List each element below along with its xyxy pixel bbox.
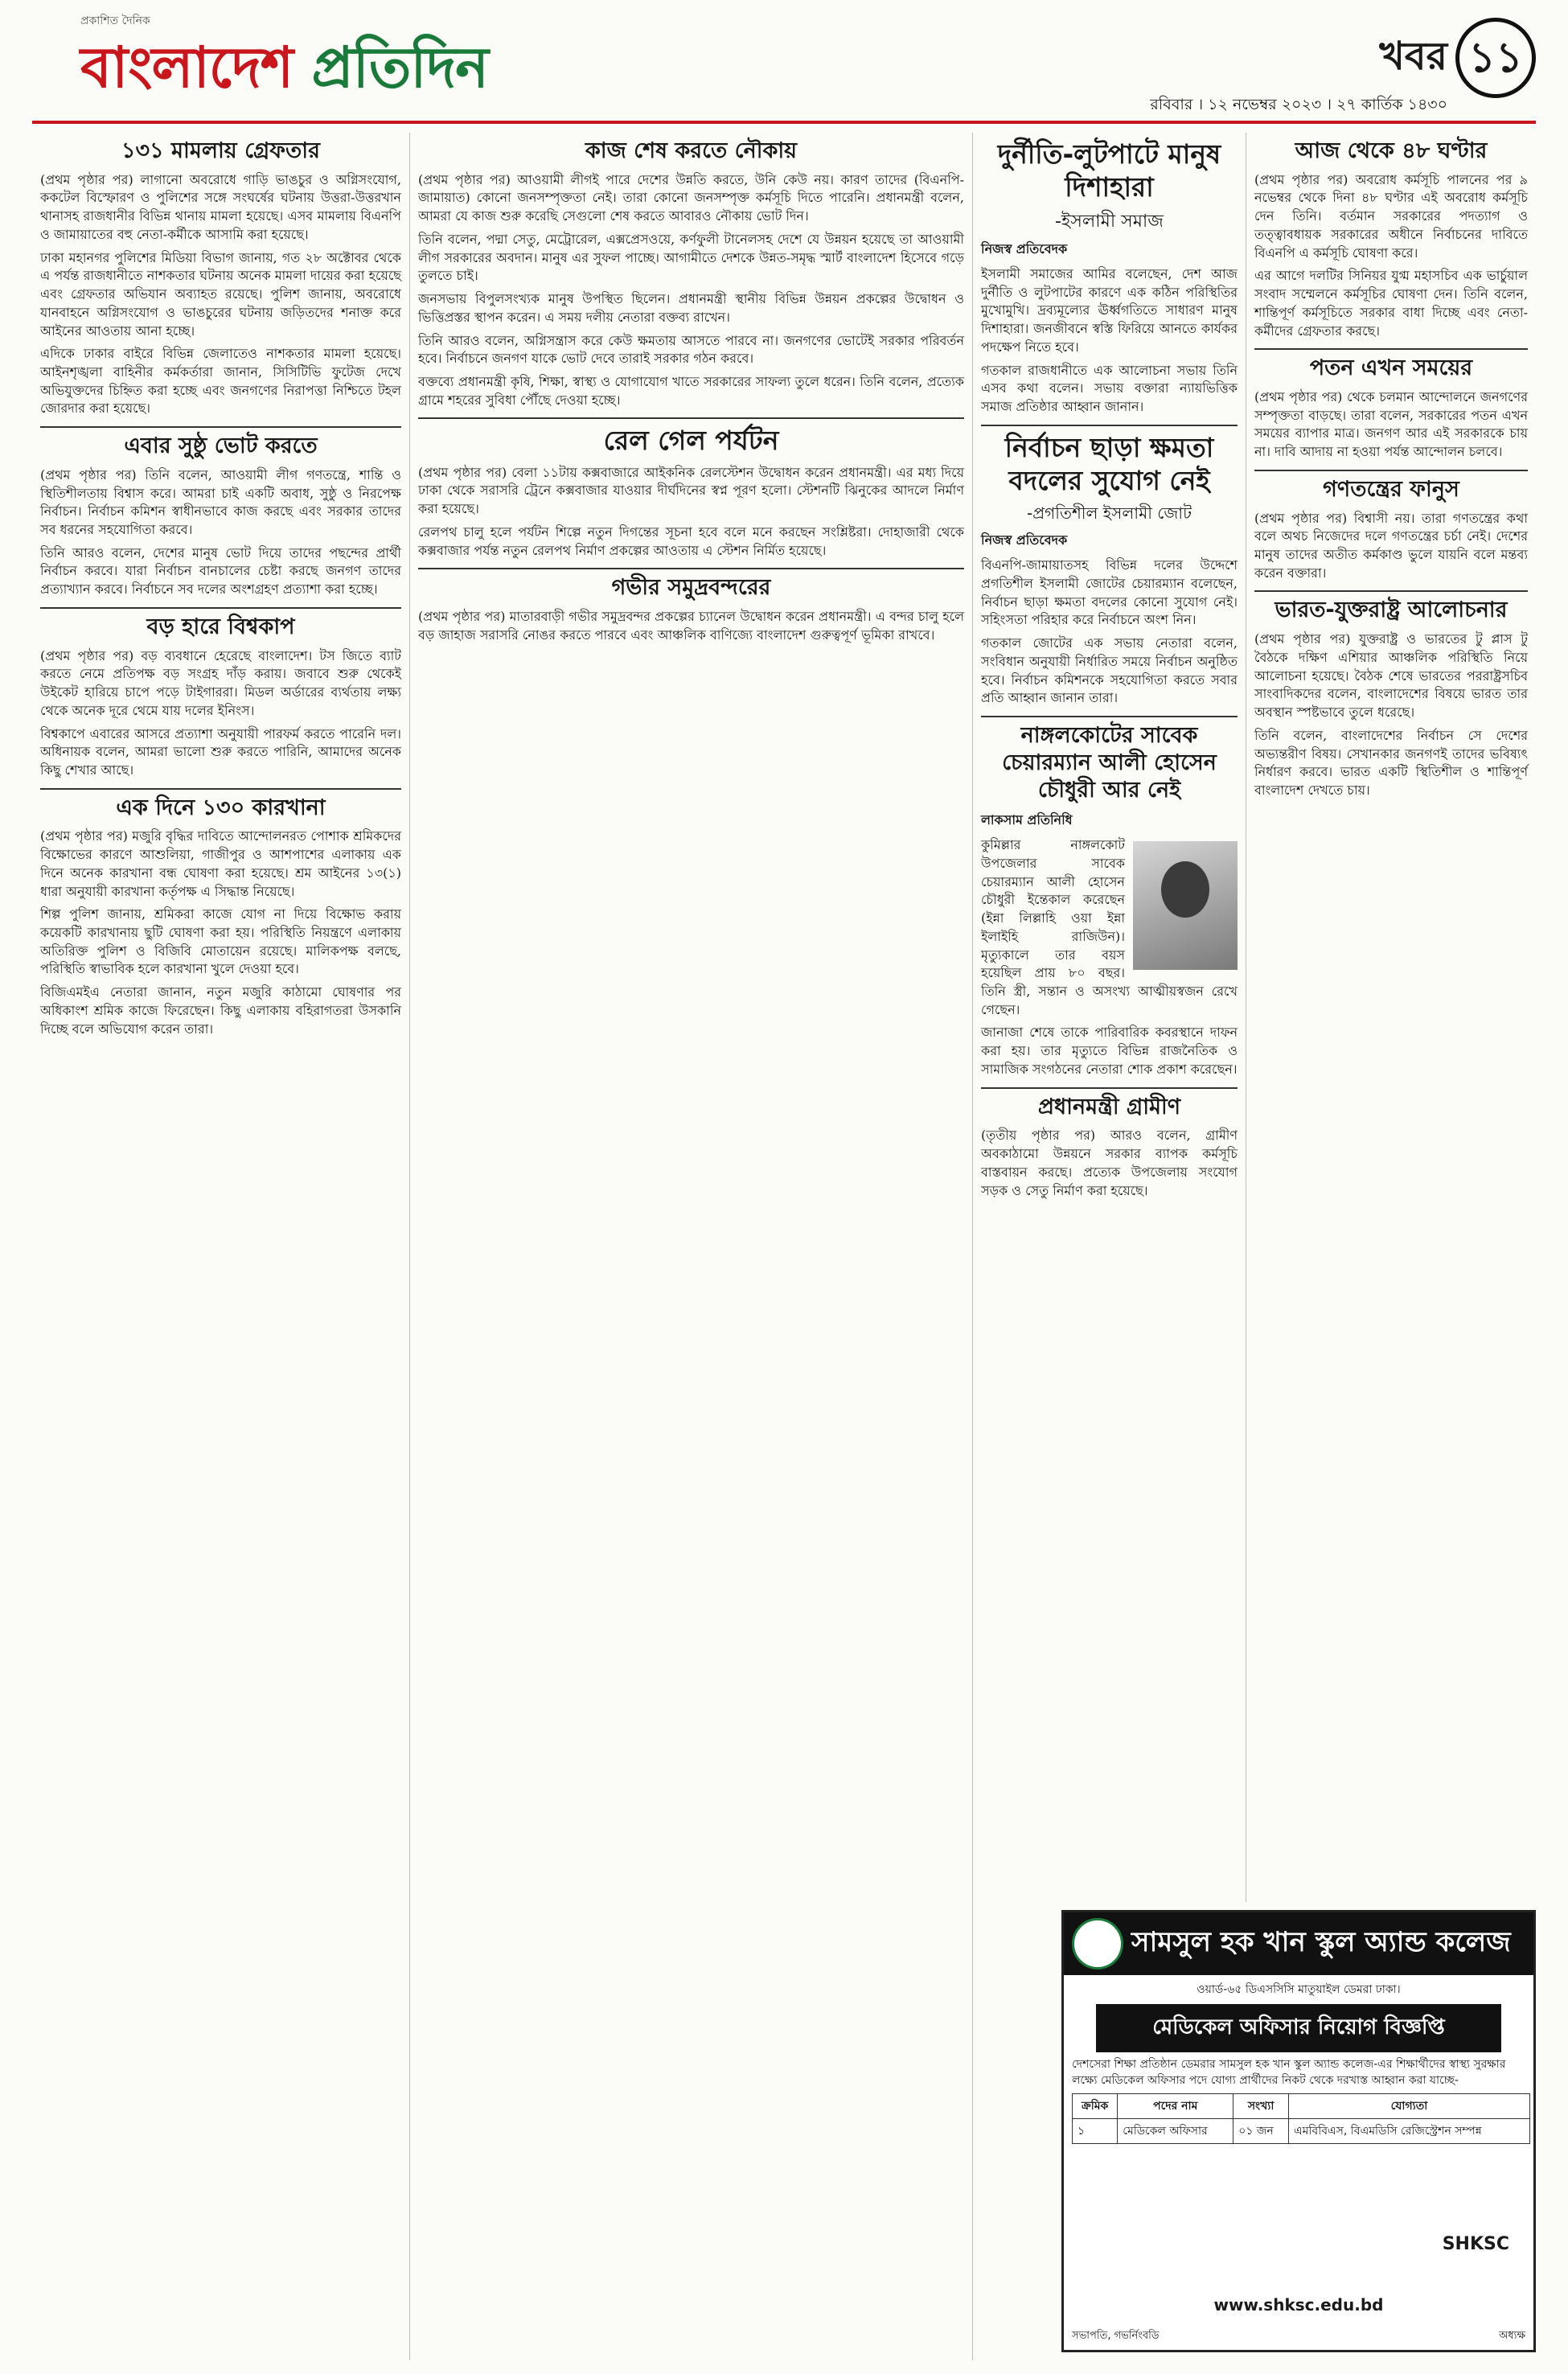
article-fall (1254, 388, 1528, 462)
vacancy-table (1072, 2093, 1530, 2144)
paragraph: (তৃতীয় পৃষ্ঠার পর) আরও বলেন, গ্রামীণ অবকাঠামো উন্নয়নে সরকার ব্যাপক কর্মসূচি বাস্তবায়ন করছে। প্রত্যেক উপজেলায় সংযোগ সড়ক ও সেতু নির্মাণ করা হয়েছে। (981, 1127, 1238, 1198)
byline: লাকসাম প্রতিনিধি (981, 812, 1073, 828)
table-header-row (1073, 2094, 1530, 2119)
article-india-us (1254, 630, 1528, 799)
divider (1254, 590, 1528, 592)
th-qualification: যোগ্যতা (1288, 2094, 1529, 2119)
divider (40, 607, 401, 609)
paragraph: তিনি বলেন, পদ্মা সেতু, মেট্রোরেল, এক্সপ্রেসওয়ে, কর্ণফুলী টানেলসহ দেশে যে উন্নয়ন হয়েছে তা আওয়ামী লীগ সরকারের অবদান। মানুষ এর সুফল পাচ্ছে। আগামীতে দেশকে উন্নত-সমৃদ্ধ স্মার্ট বাংলাদেশ হিসেবে গড়ে তুলতে চাই। (418, 231, 964, 284)
article-boat (418, 171, 964, 410)
notice-title: মেডিকেল অফিসার নিয়োগ বিজ্ঞপ্তি (1096, 2004, 1501, 2052)
article-48-hours (1254, 171, 1528, 340)
paragraph: বক্তব্যে প্রধানমন্ত্রী কৃষি, শিক্ষা, স্বাস্থ্য ও যোগাযোগ খাতে সরকারের সাফল্য তুলে ধরেন। তিনি বলেন, প্রত্যেক গ্রামে শহরের সুবিধা পৌঁছে দেওয়া হচ্ছে। (418, 373, 964, 408)
article-world-cup (40, 647, 401, 780)
logo-part2: প্রতিদিন (311, 35, 488, 101)
school-website[interactable]: www.shksc.edu.bd (1213, 2295, 1384, 2314)
paragraph: তিনি আরও বলেন, দেশের মানুষ ভোট দিয়ে তাদের পছন্দের প্রার্থী নির্বাচন করবে। যারা নির্বাচন বানচালের চেষ্টা করছে জনগণ তাদের প্রত্যাখ্যান করবে। নির্বাচনে সব দলের অংশগ্রহণ প্রত্যাশা করা হচ্ছে। (40, 544, 401, 598)
paragraph: এর আগে দলটির সিনিয়র যুগ্ম মহাসচিব এক ভার্চুয়াল সংবাদ সম্মেলনে কর্মসূচির ঘোষণা দেন। তিনি বলেন, শান্তিপূর্ণ কর্মসূচিতে সরকার বাধা দিচ্ছে এবং নেতা-কর্মীদের গ্রেফতার করছে। (1254, 268, 1528, 339)
paragraph: (প্রথম পৃষ্ঠার পর) থেকে চলমান আন্দোলনে জনগণের সম্পৃক্ততা বাড়ছে। তারা বলেন, সরকারের পতন এখন সময়ের ব্যাপার মাত্র। জনগণ আর এই সরকারকে চায় না। দাবি আদায় না হওয়া পর্যন্ত আন্দোলন চলবে। (1254, 388, 1528, 460)
headline-factories[interactable]: এক দিনে ১৩০ কারখানা (116, 795, 326, 820)
headline-rail-tourism[interactable]: রেল গেল পর্যটন (603, 425, 779, 457)
divider (40, 426, 401, 428)
divider (981, 716, 1238, 717)
paragraph: গতকাল রাজধানীতে এক আলোচনা সভায় তিনি এসব কথা বলেন। সভায় বক্তারা ন্যায়ভিত্তিক সমাজ প্রতিষ্ঠার আহ্বান জানান। (981, 362, 1238, 415)
notice-text: দেশসেরা শিক্ষা প্রতিষ্ঠান ডেমরার সামসুল হক খান স্কুল অ্যান্ড কলেজ-এর শিক্ষার্থীদের স্বাস্থ্য সুরক্ষার লক্ষ্যে মেডিকেল অফিসার পদে যোগ্য প্রার্থীদের নিকট থেকে দরখাস্ত আহ্বান করা যাচ্ছে- (1072, 2058, 1506, 2087)
headline-india-us[interactable]: ভারত-যুক্তরাষ্ট্র আলোচনার (1275, 598, 1508, 623)
column-2 (410, 133, 973, 2360)
shksc-label: SHKSC (1442, 2234, 1509, 2254)
article-democracy (1254, 510, 1528, 583)
paragraph: বিশ্বকাপে এবারের আসরে প্রত্যাশা অনুযায়ী পারফর্ম করতে পারেনি দল। অধিনায়ক বলেন, আমরা ভালো শুরু করতে পারিনি, আমাদের অনেক কিছু শেখার আছে। (40, 725, 401, 778)
paragraph: গতকাল জোটের এক সভায় নেতারা বলেন, সংবিধান অনুযায়ী নির্ধারিত সময়ে নির্বাচন অনুষ্ঠিত হবে। নির্বাচন কমিশনকে সহযোগিতা করতে সবার প্রতি আহ্বান জানান তারা। (981, 635, 1238, 706)
sign-principal: অধ্যক্ষ (1499, 2330, 1525, 2342)
th-count: সংখ্যা (1233, 2094, 1289, 2119)
article-fair-vote (40, 466, 401, 599)
section-label: খবর (1379, 34, 1447, 79)
paragraph: তিনি বলেন, বাংলাদেশের নির্বাচন সে দেশের অভ্যন্তরীণ বিষয়। সেখানকার জনগণই তাদের ভবিষ্যৎ নির্ধারণ করবে। ভারত একটি স্থিতিশীল ও শান্তিপূর্ণ বাংলাদেশ দেখতে চায়। (1254, 727, 1528, 798)
paragraph: বিজিএমইএ নেতারা জানান, নতুন মজুরি কাঠামো ঘোষণার পর অধিকাংশ শ্রমিক কাজে ফিরেছেন। কিছু এলাকায় বহিরাগতরা উসকানি দিচ্ছে বলে অভিযোগ করেন তারা। (40, 984, 401, 1037)
paragraph: বিএনপি-জামায়াতসহ বিভিন্ন দলের উদ্দেশে প্রগতিশীল ইসলামী জোটের চেয়ারম্যান বলেছেন, নির্বাচন ছাড়া ক্ষমতা বদলের কোনো সুযোগ নেই। সহিংসতা পরিহার করে নির্বাচনে অংশ নিন। (981, 557, 1238, 628)
paragraph: (প্রথম পৃষ্ঠার পর) বিশ্বাসী নয়। তারা গণতন্ত্রের কথা বলে অথচ নিজেদের দলে গণতন্ত্রের চর্চা নেই। দেশের মানুষ তাদের অতীত কর্মকাণ্ড ভুলে যায়নি বলে মন্তব্য করেন বক্তারা। (1254, 510, 1528, 581)
paragraph: রেলপথ চালু হলে পর্যটন শিল্পে নতুন দিগন্তের সূচনা হবে বলে মনে করছেন সংশ্লিষ্টরা। দোহাজারী থেকে কক্সবাজার পর্যন্ত নতুন রেলপথ নির্মাণ প্রকল্পের আওতায় এ স্টেশন নির্মিত হয়েছে। (418, 524, 964, 558)
cell-count: ০১ জন (1233, 2119, 1289, 2144)
logo-part1: বাংলাদেশ (80, 35, 312, 101)
headline-election-power[interactable]: নির্বাচন ছাড়া ক্ষমতা বদলের সুযোগ নেই (1004, 431, 1214, 496)
headline-democracy[interactable]: গণতন্ত্রের ফানুস (1323, 476, 1459, 502)
newspaper-logo[interactable] (80, 24, 488, 118)
headline-fall[interactable]: পতন এখন সময়ের (1309, 355, 1473, 381)
divider (1254, 470, 1528, 471)
headline-world-cup[interactable]: বড় হারে বিশ্বকাপ (146, 614, 295, 639)
th-post: পদের নাম (1118, 2094, 1233, 2119)
cell-post: মেডিকেল অফিসার (1118, 2119, 1233, 2144)
paragraph: (প্রথম পৃষ্ঠার পর) বড় ব্যবধানে হেরেছে বাংলাদেশ। টস জিতে ব্যাট করতে নেমে প্রতিপক্ষ বড় সংগ্রহ দাঁড় করায়। জবাবে শুরু থেকেই উইকেট হারিয়ে চাপে পড়ে টাইগাররা। মিডল অর্ডারের ব্যর্থতায় লক্ষ্য থেকে অনেক দূরে থেমে যায় দলের ইনিংস। (40, 647, 401, 718)
headline-election-sub: -প্রগতিশীল ইসলামী জোট (1026, 503, 1192, 524)
paragraph: ইসলামী সমাজের আমির বলেছেন, দেশ আজ দুর্নীতি ও লুটপাটের কারণে এক কঠিন পরিস্থিতির মুখোমুখি। দ্রব্যমূল্যের ঊর্ধ্বগতিতে সাধারণ মানুষ দিশাহারা। জনজীবনে স্বস্তি ফিরিয়ে আনতে কার্যকর পদক্ষেপ নিতে হবে। (981, 266, 1238, 355)
cell-qualification: এমবিবিএস, বিএমডিসি রেজিস্ট্রেশন সম্পন্ন (1288, 2119, 1529, 2144)
headline-deep-sea-port[interactable]: গভীর সমুদ্রবন্দরের (611, 575, 771, 601)
paragraph: এদিকে ঢাকার বাইরে বিভিন্ন জেলাতেও নাশকতার মামলা হয়েছে। আইনশৃঙ্খলা বাহিনীর কর্মকর্তারা জানান, সিসিটিভি ফুটেজ দেখে অভিযুক্তদের চিহ্নিত করা হচ্ছে এবং জনগণের নিরাপত্তা নিশ্চিতে টহল জোরদার করা হয়েছে। (40, 346, 401, 417)
headline-obituary[interactable]: নাঙ্গলকোটের সাবেক চেয়ারম্যান আলী হোসেন চৌধুরী আর নেই (1002, 723, 1217, 803)
paragraph: (প্রথম পৃষ্ঠার পর) অবরোধ কর্মসূচি পালনের পর ৯ নভেম্বর থেকে দিনা ৪৮ ঘণ্টার এই অবরোধ কর্মসূচি দেন তিনি। বর্তমান সরকারের পদত্যাগ ও তত্ত্বাবধায়ক সরকারের অধীনে নির্বাচনের দাবিতে বিএনপি এ কর্মসূচি ঘোষণা করে। (1254, 171, 1528, 261)
table-row (1073, 2119, 1530, 2144)
column-3 (973, 133, 1246, 1902)
paragraph: (প্রথম পৃষ্ঠার পর) মজুরি বৃদ্ধির দাবিতে আন্দোলনরত পোশাক শ্রমিকদের বিক্ষোভের কারণে আশুলিয়া, গাজীপুর ও আশপাশের এলাকায় এক দিনে অনেক কারখানা বন্ধ ঘোষণা করা হয়েছে। শ্রম আইনের ১৩(১) ধারা অনুযায়ী কারখানা কর্তৃপক্ষ এ সিদ্ধান্ত নিয়েছে। (40, 828, 401, 899)
byline: নিজস্ব প্রতিবেদক (981, 532, 1068, 548)
paragraph: তিনি আরও বলেন, অগ্নিসন্ত্রাস করে কেউ ক্ষমতায় আসতে পারবে না। জনগণের ভোটেই সরকার পরিবর্তন হবে। নির্বাচনে জনগণ যাকে ভোট দেবে তারাই সরকার গঠন করবে। (418, 332, 964, 367)
school-seal-icon (1072, 1918, 1123, 1969)
masthead (0, 0, 1568, 137)
article-rural (981, 1127, 1238, 1200)
ad-signatures (1072, 2328, 1525, 2345)
headline-boat[interactable]: কাজ শেষ করতে নৌকায় (585, 138, 798, 163)
page-number: ১১ (1455, 18, 1536, 98)
headline-rural[interactable]: প্রধানমন্ত্রী গ্রামীণ (1037, 1094, 1181, 1119)
paragraph: (প্রথম পৃষ্ঠার পর) আওয়ামী লীগই পারে দেশের উন্নতি করতে, উনি কেউ নয়। কারণ তাদের (বিএনপি-জামায়াত) কোনো জনসম্পৃক্ততা নেই। তারা কোনো জনসম্পৃক্ত কর্মসূচি দিতে পারেনি। প্রধানমন্ত্রী বলেন, আমরা যে কাজ শুরু করেছি সেগুলো শেষ করতে আবারও নৌকায় ভোট দিন। (418, 171, 964, 224)
portrait-photo (1133, 841, 1238, 970)
article-arrests (40, 171, 401, 418)
divider (418, 568, 964, 569)
divider (418, 417, 964, 419)
paragraph: জনসভায় বিপুলসংখ্যক মানুষ উপস্থিত ছিলেন। প্রধানমন্ত্রী স্থানীয় বিভিন্ন উন্নয়ন প্রকল্পের উদ্বোধন ও ভিত্তিপ্রস্তর স্থাপন করেন। এ সময় দলীয় নেতারা বক্তব্য রাখেন। (418, 291, 964, 325)
paragraph: জানাজা শেষে তাকে পারিবারিক কবরস্থানে দাফন করা হয়। তার মৃত্যুতে বিভিন্ন রাজনৈতিক ও সামাজিক সংগঠনের নেতারা শোক প্রকাশ করেছেন। (981, 1025, 1238, 1077)
divider (981, 425, 1238, 426)
masthead-rule (32, 121, 1536, 124)
paragraph: (প্রথম পৃষ্ঠার পর) মাতারবাড়ী গভীর সমুদ্রবন্দর প্রকল্পের চ্যানেল উদ্বোধন করেন প্রধানমন্ত্রী। এ বন্দর চালু হলে বড় জাহাজ সরাসরি নোঙর করতে পারবে এবং আঞ্চলিক বাণিজ্যে বাংলাদেশ গুরুত্বপূর্ণ ভূমিকা রাখবে। (418, 608, 964, 643)
headline-fair-vote[interactable]: এবার সুষ্ঠু ভোট করতে (124, 433, 318, 459)
article-corruption (981, 265, 1238, 417)
headline-corruption[interactable]: দুর্নীতি-লুটপাটে মানুষ দিশাহারা (997, 138, 1221, 203)
job-advertisement[interactable] (1061, 1910, 1536, 2352)
paragraph: (প্রথম পৃষ্ঠার পর) যুক্তরাষ্ট্র ও ভারতের টু প্লাস টু বৈঠকে দক্ষিণ এশিয়ার আঞ্চলিক পরিস্থিতি নিয়ে আলোচনা হয়েছে। বৈঠক শেষে ভারতের পররাষ্ট্রসচিব সাংবাদিকদের বলেন, বাংলাদেশের বিষয়ে ভারত তার অবস্থান স্পষ্টভাবে তুলে ধরেছে। (1254, 631, 1528, 721)
paragraph: (প্রথম পৃষ্ঠার পর) লাগানো অবরোধে গাড়ি ভাঙচুর ও অগ্নিসংযোগ, ককটেল বিস্ফোরণ ও পুলিশের সঙ্গে সংঘর্ষের ঘটনায় উত্তরা-উত্তরখান থানাসহ রাজধানীর বিভিন্ন থানায় মামলা হয়েছে। এসব মামলায় বিএনপি ও জামায়াতের বহু নেতা-কর্মীকে আসামি করা হয়েছে। (40, 171, 401, 242)
column-4 (1246, 133, 1536, 1902)
headline-arrests[interactable]: ১৩১ মামলায় গ্রেফতার (121, 138, 320, 163)
divider (1254, 348, 1528, 350)
th-serial: ক্রমিক (1073, 2094, 1118, 2119)
headline-48-hours[interactable]: আজ থেকে ৪৮ ঘণ্টার (1295, 138, 1488, 163)
cell-serial: ১ (1073, 2119, 1118, 2144)
article-deep-sea-port (418, 608, 964, 644)
paragraph: শিল্প পুলিশ জানায়, শ্রমিকরা কাজে যোগ না দিয়ে বিক্ষোভ করায় কয়েকটি কারখানায় ছুটি ঘোষণা করা হয়। পরিস্থিতি নিয়ন্ত্রণে এলাকায় অতিরিক্ত পুলিশ ও বিজিবি মোতায়েন রয়েছে। মালিকপক্ষ বলছে, পরিস্থিতি স্বাভাবিক হলে কারখানা খুলে দেওয়া হবে। (40, 906, 401, 977)
paragraph: (প্রথম পৃষ্ঠার পর) বেলা ১১টায় কক্সবাজারে আইকনিক রেলস্টেশন উদ্বোধন করেন প্রধানমন্ত্রী। এর মধ্য দিয়ে ঢাকা থেকে সরাসরি ট্রেনে কক্সবাজার যাওয়ার দীর্ঘদিনের স্বপ্ন পূরণ হলো। স্টেশনটি ঝিনুকের আদলে নির্মাণ করা হয়েছে। (418, 464, 964, 517)
school-name: সামসুল হক খান স্কুল অ্যান্ড কলেজ (1131, 1925, 1511, 1958)
ad-header (1064, 1912, 1533, 1975)
headline-corruption-sub: -ইসলামী সমাজ (1054, 211, 1164, 232)
article-factories (40, 828, 401, 1038)
school-contact: ওয়ার্ড-৬৫ ডিএসসিসি মাতুয়াইল ডেমরা ঢাকা। (1197, 1983, 1401, 1996)
article-rail-tourism (418, 464, 964, 561)
column-1 (32, 133, 410, 2360)
logo-tagline: প্রকাশিত দৈনিক (80, 14, 150, 27)
paragraph: ঢাকা মহানগর পুলিশের মিডিয়া বিভাগ জানায়, গত ২৮ অক্টোবর থেকে এ পর্যন্ত রাজধানীতে নাশকতার ঘটনায় অনেক মামলা দায়ের করা হয়েছে এবং গ্রেফতার অভিযান অব্যাহত রয়েছে। পুলিশ জানায়, অবরোধে যানবাহনে অগ্নিসংযোগ ও ভাঙচুরের ঘটনায় জড়িতদের শনাক্ত করে আইনের আওতায় আনা হচ্ছে। (40, 249, 401, 339)
divider (40, 788, 401, 790)
paragraph: কুমিল্লার নাঙ্গলকোট উপজেলার সাবেক চেয়ারম্যান আলী হোসেন চৌধুরী ইন্তেকাল করেছেন (ইন্না লিল্লাহি ওয়া ইন্না ইলাইহি রাজিউন)। মৃত্যুকালে তার বয়স হয়েছিল প্রায় ৮০ বছর। তিনি স্ত্রী, সন্তান ও অসংখ্য আত্মীয়স্বজন রেখে গেছেন। (981, 837, 1238, 1017)
byline: নিজস্ব প্রতিবেদক (981, 241, 1068, 257)
sign-president: সভাপতি, গভর্নিংবডি (1072, 2330, 1160, 2342)
dateline: রবিবার । ১২ নভেম্বর ২০২৩ । ২৭ কার্তিক ১৪৩০ (1150, 96, 1447, 113)
paragraph: (প্রথম পৃষ্ঠার পর) তিনি বলেন, আওয়ামী লীগ গণতন্ত্রে, শান্তি ও স্থিতিশীলতায় বিশ্বাস করে। আমরা চাই একটি অবাধ, সুষ্ঠু ও নিরপেক্ষ নির্বাচন। নির্বাচন কমিশন স্বাধীনভাবে কাজ করছে এবং সরকার তাদের সব ধরনের সহযোগিতা করবে। (40, 466, 401, 537)
divider (981, 1087, 1238, 1089)
article-election-power (981, 557, 1238, 708)
